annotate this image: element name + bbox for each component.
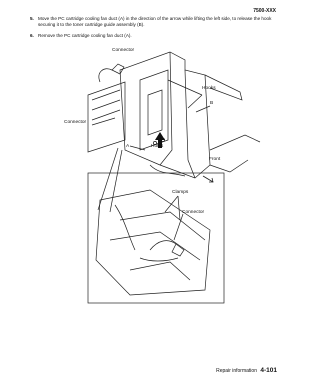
label-clamps: Clamps bbox=[172, 190, 189, 195]
step-5-number: 5. bbox=[30, 16, 34, 21]
footer-section: Repair information bbox=[216, 368, 257, 374]
header-code: 7500-XXX bbox=[253, 8, 276, 14]
label-b: B bbox=[210, 101, 214, 106]
label-a: A bbox=[126, 144, 130, 149]
label-connector-bottom: Connector bbox=[182, 210, 205, 215]
label-hooks: Hooks bbox=[202, 86, 216, 91]
label-front: Front bbox=[209, 157, 221, 162]
page-number: 4-101 bbox=[260, 367, 277, 374]
label-connector-top: Connector bbox=[112, 48, 135, 53]
label-holes: Holes bbox=[151, 144, 164, 149]
label-connector-left: Connector bbox=[64, 120, 87, 125]
page-footer bbox=[216, 367, 277, 374]
step-6-number: 6. bbox=[30, 33, 34, 38]
step-5-text: Move the PC cartridge cooling fan duct (A) in the direction of the arrow while lifting the left side, to release the hook securing it to the toner cartridge guide assembly (B). bbox=[38, 16, 272, 27]
step-6-text: Remove the PC cartridge cooling fan duct (A). bbox=[38, 33, 132, 38]
